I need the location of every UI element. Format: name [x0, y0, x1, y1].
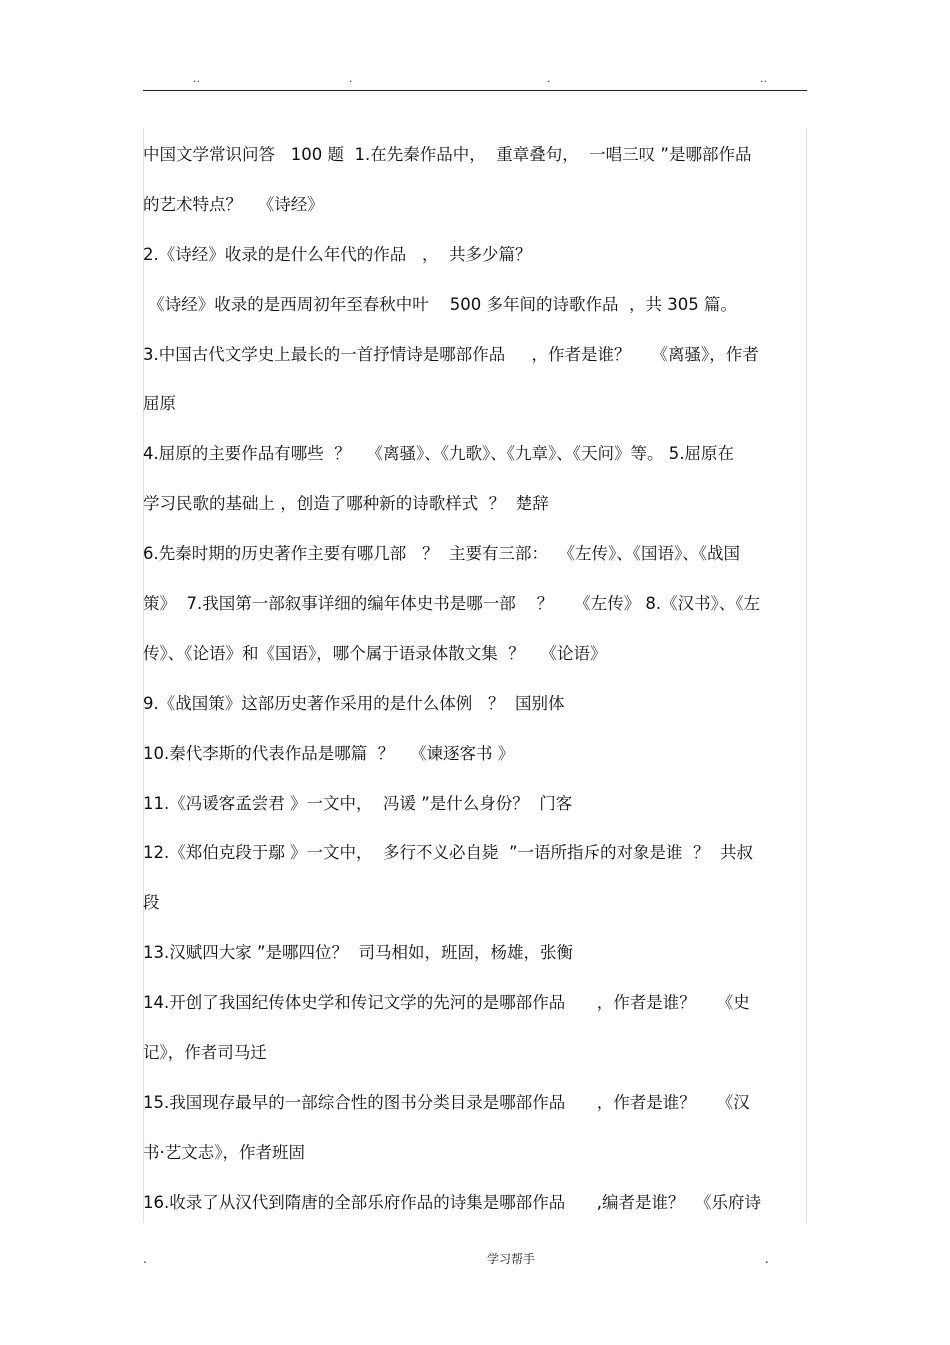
- text-line: 屈原: [143, 394, 176, 414]
- footer-left-mark: .: [143, 1252, 147, 1266]
- text-line: 14.开创了我国纪传体史学和传记文学的先河的是哪部作品 ，作者是谁？ 《史: [143, 993, 750, 1013]
- text-line: 4.屈原的主要作品有哪些 ？ 《离骚》、《九歌》、《九章》、《天问》等。 5.屈原在: [143, 444, 734, 464]
- text-line: 传》、《论语》和《国语》，哪个属于语录体散文集 ？ 《论语》: [143, 643, 607, 663]
- text-line: 策》 7.我国第一部叙事详细的编年体史书是哪一部 ？ 《左传》 8.《汉书》、《左: [143, 594, 761, 614]
- text-line: 的艺术特点？ 《诗经》: [143, 194, 324, 214]
- header-rule: [143, 90, 807, 91]
- text-line: 15.我国现存最早的一部综合性的图书分类目录是哪部作品 ，作者是谁？ 《汉: [143, 1092, 750, 1112]
- text-line: 书·艺文志》，作者班固: [143, 1142, 305, 1162]
- text-line: 9.《战国策》这部历史著作采用的是什么体例 ？ 国别体: [143, 693, 565, 713]
- text-line: 13.汉赋四大家 ”是哪四位？ 司马相如，班固，杨雄，张衡: [143, 943, 574, 963]
- text-line: 10.秦代李斯的代表作品是哪篇 ？ 《谏逐客书 》: [143, 743, 515, 763]
- header-mark-2: .: [349, 72, 353, 85]
- text-line: 2.《诗经》收录的是什么年代的作品 ， 共多少篇？: [143, 244, 532, 264]
- footer-title: 学习帮手: [487, 1252, 536, 1266]
- text-line: 段: [143, 893, 160, 913]
- footer-right-mark: .: [765, 1252, 769, 1266]
- text-line: 《诗经》收录的是西周初年至春秋中叶 500 多年间的诗歌作品 ，共 305 篇。: [143, 294, 737, 314]
- text-line: 记》，作者司马迁: [143, 1043, 267, 1063]
- header-mark-3: .: [547, 72, 551, 85]
- text-line: 16.收录了从汉代到隋唐的全部乐府作品的诗集是哪部作品 ,编者是谁？ 《乐府诗: [143, 1192, 761, 1212]
- text-line: 3.中国古代文学史上最长的一首抒情诗是哪部作品 ，作者是谁？ 《离骚》，作者: [143, 344, 759, 364]
- header-mark-4: ..: [760, 72, 767, 85]
- text-line: 学习民歌的基础上 ，创造了哪种新的诗歌样式 ？ 楚辞: [143, 494, 549, 514]
- text-line: 11.《冯谖客孟尝君 》一文中， 冯谖 ”是什么身份？ 门客: [143, 793, 573, 813]
- text-line: 12.《郑伯克段于鄢 》一文中， 多行不义必自毙 ”一语所指斥的对象是谁 ？ 共叔: [143, 843, 753, 863]
- document-body: [143, 130, 807, 1228]
- header-mark-1: ..: [193, 72, 200, 85]
- text-line: 6.先秦时期的历史著作主要有哪几部 ？ 主要有三部： 《左传》、《国语》、《战国: [143, 544, 740, 564]
- text-line: 中国文学常识问答 100 题 1.在先秦作品中， 重章叠句， 一唱三叹 ”是哪部作品: [143, 145, 752, 164]
